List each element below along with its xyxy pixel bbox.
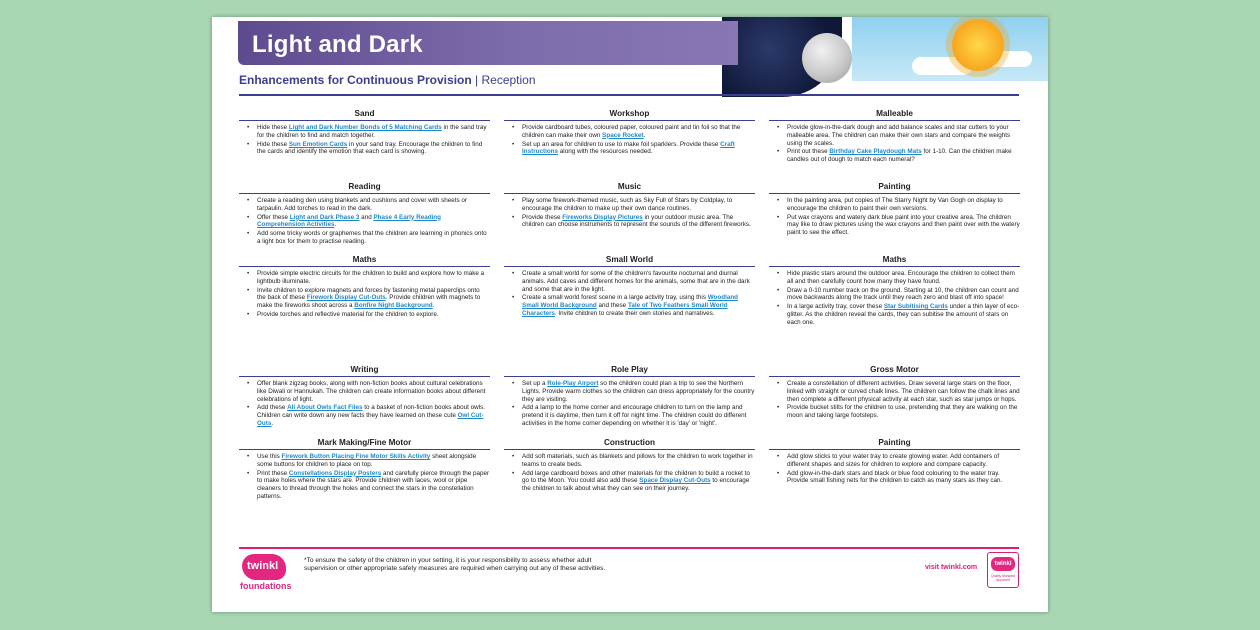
activity-list: [769, 197, 1020, 237]
activity-list: [239, 270, 490, 319]
section-heading: Painting: [769, 438, 1020, 450]
activity-text: and carefully pierce through the paper to make holes where the stars are. Provide children with laces, wool or pipe cleaners to thread through the holes and connect the stars in the constellation patterns.: [257, 469, 490, 500]
activity-item: [504, 453, 755, 469]
activity-item: [504, 141, 755, 157]
section-heading: Mark Making/Fine Motor: [239, 438, 490, 450]
activity-text: .: [271, 419, 274, 427]
activity-column: [239, 109, 490, 511]
activity-item: [239, 470, 490, 501]
activity-list: [504, 270, 755, 318]
subtitle-main: Enhancements for Continuous Provision: [239, 73, 472, 87]
activity-grid: [239, 109, 1020, 511]
activity-section: [504, 109, 755, 182]
activity-text: Provide simple electric circuits for the children to build and explore how to make a lightbulb illuminate.: [257, 270, 485, 285]
activity-section: [769, 109, 1020, 182]
activity-item: [769, 470, 1020, 486]
resource-link[interactable]: Star Subitising Cards: [883, 303, 948, 311]
activity-item: [769, 148, 1020, 164]
activity-text: sheet alongside some buttons for children to place on top.: [257, 453, 477, 468]
activity-text: Hide plastic stars around the outdoor area. Encourage the children to collect them all and then carefully count how many they have found.: [787, 270, 1015, 285]
resource-link[interactable]: Fireworks Display Pictures: [562, 213, 643, 221]
section-heading: Reading: [239, 182, 490, 194]
activity-text: Hide these: [257, 124, 289, 131]
activity-section: [769, 365, 1020, 438]
activity-item: [769, 453, 1020, 469]
activity-section: [239, 365, 490, 438]
activity-text: so the children could plan a trip to see the Northern Lights. Provide warm clothes so the children can dress appropriately for the country they are visiting.: [522, 380, 755, 403]
title-banner: [238, 21, 738, 65]
activity-list: [504, 380, 755, 428]
activity-item: [239, 404, 490, 427]
activity-item: [239, 453, 490, 469]
activity-text: .: [432, 302, 435, 310]
section-heading: Gross Motor: [769, 365, 1020, 377]
section-heading: Maths: [239, 255, 490, 267]
activity-item: [239, 287, 490, 310]
resource-link[interactable]: Craft Instructions: [522, 140, 735, 156]
resource-link[interactable]: Light and Dark Phase 3: [289, 213, 360, 221]
activity-item: [239, 124, 490, 140]
activity-text: Offer blank zigzag books, along with non-fiction books about cultural celebrations like Diwali or Hannukah. The children can create information books about different celebrations of light.: [257, 380, 486, 403]
activity-text: Put wax crayons and watery dark blue paint into your creative area. The children may like to draw pictures using the wax crayons and then paint over with the watery paint to see the effect.: [787, 213, 1020, 237]
section-heading: Workshop: [504, 109, 755, 121]
resource-link[interactable]: Tale of Two Feathers Small World Characters: [522, 302, 728, 317]
activity-item: [504, 124, 755, 140]
activity-section: [239, 438, 490, 511]
activity-section: [504, 365, 755, 438]
section-heading: Music: [504, 182, 755, 194]
day-sky-image: [852, 17, 1048, 81]
section-heading: Malleable: [769, 109, 1020, 121]
activity-text: Play some firework-themed music, such as Sky Full of Stars by Coldplay, to encourage the children to make up their own dance routines.: [522, 197, 733, 212]
activity-list: [769, 453, 1020, 485]
activity-text: Invite children to explore magnets and forces by fastening metal paperclips onto the back of these: [257, 286, 480, 302]
activity-item: [239, 197, 490, 213]
resource-link[interactable]: Constellations Display Posters: [288, 469, 382, 477]
activity-text: Add glow-in-the-dark stars and black or blue food colouring to the water tray. Provide small fishing nets for the children to catch as many stars as they can.: [787, 469, 1003, 485]
activity-text: Create a constellation of different activities. Draw several large stars on the floor, linked with straight or curved chalk lines. The children can follow the chalk lines and then complete a different physical activity at each star, such as star jumps or hops.: [787, 380, 1020, 403]
activity-text: . Invite children to create their own stories and narratives.: [554, 309, 715, 317]
activity-item: [504, 470, 755, 493]
subtitle-separator: |: [471, 73, 482, 87]
section-heading: Maths: [769, 255, 1020, 267]
activity-text: in the sand tray for the children to find and match together.: [257, 124, 487, 139]
activity-text: to a basket of non-fiction books about owls. Children can write down any new facts they have learned on these cute: [257, 404, 485, 420]
activity-item: [239, 380, 490, 403]
section-heading: Construction: [504, 438, 755, 450]
activity-item: [239, 270, 490, 286]
resource-link[interactable]: Phase 4 Early Reading Comprehension Activities: [257, 213, 442, 229]
activity-text: In the painting area, put copies of The Starry Night by Van Gogh on display to encourage the children to paint their own versions.: [787, 197, 1003, 212]
header-divider: [239, 94, 1019, 96]
activity-text: under a thin layer of eco-glitter. As the children reveal the cards, they can subitise the amount of stars on each one.: [787, 303, 1020, 326]
section-heading: Sand: [239, 109, 490, 121]
activity-item: [769, 124, 1020, 147]
activity-text: Add some tricky words or graphemes that the children are learning in phonics onto a light box for them to practise reading.: [257, 230, 487, 245]
activity-text: and: [359, 213, 374, 221]
activity-text: In a large activity tray, cover these: [787, 303, 884, 311]
activity-text: Print out these: [787, 148, 830, 156]
resource-link[interactable]: Space Display Cut-Outs: [639, 477, 711, 485]
resource-link[interactable]: Firework Button Placing Fine Motor Skills Activity: [281, 453, 431, 460]
activity-item: [239, 141, 490, 157]
activity-text: Provide bucket stilts for the children to use, pretending that they are walking on the moon and taking large footsteps.: [787, 404, 1018, 420]
activity-item: [504, 214, 755, 230]
activity-list: [239, 124, 490, 156]
activity-item: [504, 197, 755, 213]
activity-item: [769, 270, 1020, 286]
activity-list: [769, 270, 1020, 327]
activity-list: [239, 380, 490, 428]
quality-badge: twinkl Quality Standard Approved: [987, 552, 1019, 588]
activity-text: Add these: [257, 404, 288, 412]
activity-text: Use this: [257, 453, 282, 460]
activity-item: [504, 404, 755, 427]
visit-link[interactable]: visit twinkl.com: [925, 564, 978, 571]
resource-link[interactable]: Space Rocket: [602, 131, 644, 139]
activity-text: Provide cardboard tubes, coloured paper, coloured paint and tin foil so that the children can make their own: [522, 124, 741, 139]
resource-link[interactable]: Birthday Cake Playdough Mats: [829, 148, 922, 156]
resource-link[interactable]: Sun Emotion Cards: [288, 140, 348, 148]
activity-text: . Provide children with magnets to make the fireworks shoot across a: [257, 294, 481, 310]
twinkl-foundations-logo: twinkl foundations: [240, 554, 290, 592]
activity-section: [504, 255, 755, 365]
activity-text: Set up a: [522, 380, 548, 387]
activity-item: [769, 380, 1020, 403]
activity-section: [504, 182, 755, 255]
activity-text: Create a small world forest scene in a large activity tray, using this: [522, 294, 708, 302]
activity-list: [504, 197, 755, 229]
activity-text: Add large cardboard boxes and other materials for the children to build a rocket to go to the Moon. You could also add these: [522, 469, 750, 485]
subtitle-stage: Reception: [481, 73, 536, 87]
activity-section: [239, 109, 490, 182]
activity-list: [239, 453, 490, 501]
activity-item: [769, 197, 1020, 213]
activity-text: .: [334, 221, 337, 229]
activity-text: Provide torches and reflective material for the children to explore.: [257, 310, 439, 318]
section-heading: Writing: [239, 365, 490, 377]
activity-column: [769, 109, 1020, 511]
sun-image: [952, 19, 1004, 71]
activity-text: Offer these: [257, 213, 290, 221]
page-title: Light and Dark: [252, 31, 423, 58]
activity-text: Provide these: [522, 213, 563, 221]
activity-text: Print these: [257, 469, 289, 477]
resource-link[interactable]: Light and Dark Number Bonds of 5 Matching Cards: [288, 124, 442, 131]
activity-text: Set up an area for children to use to make foil sparklers. Provide these: [522, 140, 721, 148]
activity-text: and these: [596, 302, 628, 310]
activity-text: Draw a 0-10 number track on the ground. Starting at 10, the children can count and move backwards along the track until they reach zero and blast off into space!: [787, 286, 1019, 302]
resource-link[interactable]: Woodland Small World Background: [522, 294, 739, 310]
activity-section: [769, 255, 1020, 365]
activity-text: .: [643, 131, 646, 139]
activity-text: in your sand tray. Encourage the children to find the cards and identify the emotion that each card is showing.: [257, 140, 483, 156]
activity-text: Add soft materials, such as blankets and pillows for the children to work together in teams to create beds.: [522, 453, 753, 468]
activity-list: [504, 453, 755, 493]
activity-section: [239, 182, 490, 255]
activity-item: [504, 380, 755, 403]
activity-text: Add glow sticks to your water tray to create glowing water. Add containers of different shapes and sizes for children to explore and compare capacity.: [787, 453, 1000, 468]
activity-list: [769, 124, 1020, 164]
activity-item: [504, 294, 755, 317]
resource-link[interactable]: Firework Display Cut-Outs: [306, 294, 386, 302]
section-heading: Painting: [769, 182, 1020, 194]
activity-list: [504, 124, 755, 156]
footer-divider: [239, 547, 1019, 549]
activity-section: [239, 255, 490, 365]
activity-list: [239, 197, 490, 246]
section-heading: Role Play: [504, 365, 755, 377]
page-subtitle: [239, 73, 536, 87]
section-heading: Small World: [504, 255, 755, 267]
activity-item: [769, 404, 1020, 420]
activity-text: along with the resources needed.: [558, 148, 653, 156]
activity-text: Provide glow-in-the-dark dough and add balance scales and star cutters to your malleable area. The children can make their own stars and compare the weights using the scales.: [787, 124, 1011, 147]
activity-section: [769, 438, 1020, 511]
activity-item: [769, 214, 1020, 237]
activity-section: [769, 182, 1020, 255]
activity-item: [769, 303, 1020, 326]
activity-item: [504, 270, 755, 293]
activity-section: [504, 438, 755, 511]
resource-link[interactable]: All About Owls Fact Files: [287, 404, 363, 412]
activity-text: Hide these: [257, 140, 289, 148]
activity-item: [769, 287, 1020, 303]
activity-text: for 1-10. Can the children make candles out of dough to match each numeral?: [787, 148, 1012, 164]
resource-link[interactable]: Bonfire Night Background: [354, 302, 433, 310]
activity-text: Create a reading den using blankets and cushions and cover with sheets or tarpaulin. Add torches to read in the dark.: [257, 197, 468, 212]
activity-column: [504, 109, 755, 511]
activity-text: Add a lamp to the home corner and encourage children to turn on the lamp and pretend it is daytime, then turn it off for night time. The children could do different activities in the home corner depending on whether it is 'day' or 'night'.: [522, 404, 747, 427]
activity-item: [239, 214, 490, 230]
worksheet-page: [212, 17, 1048, 612]
moon-image: [802, 33, 852, 83]
activity-item: [239, 311, 490, 319]
activity-text: in your outdoor music area. The children can choose instruments to represent the sounds of the different fireworks.: [522, 213, 751, 229]
activity-list: [769, 380, 1020, 420]
activity-text: Create a small world for some of the children's favourite nocturnal and diurnal animals. Add caves and different homes for the animals, some that are in the dark and some that are in the light.: [522, 270, 750, 293]
activity-item: [239, 230, 490, 246]
activity-text: to encourage the children to talk about what they can see on their journey.: [522, 477, 750, 493]
safety-note: *To ensure the safety of the children in your setting, it is your responsibility to assess whether adult supervision or other appropriate safety measures are required when carrying out any of these activities.: [304, 557, 606, 573]
resource-link[interactable]: Role-Play Airport: [547, 380, 599, 387]
resource-link[interactable]: Owl Cut-Outs: [257, 412, 484, 427]
